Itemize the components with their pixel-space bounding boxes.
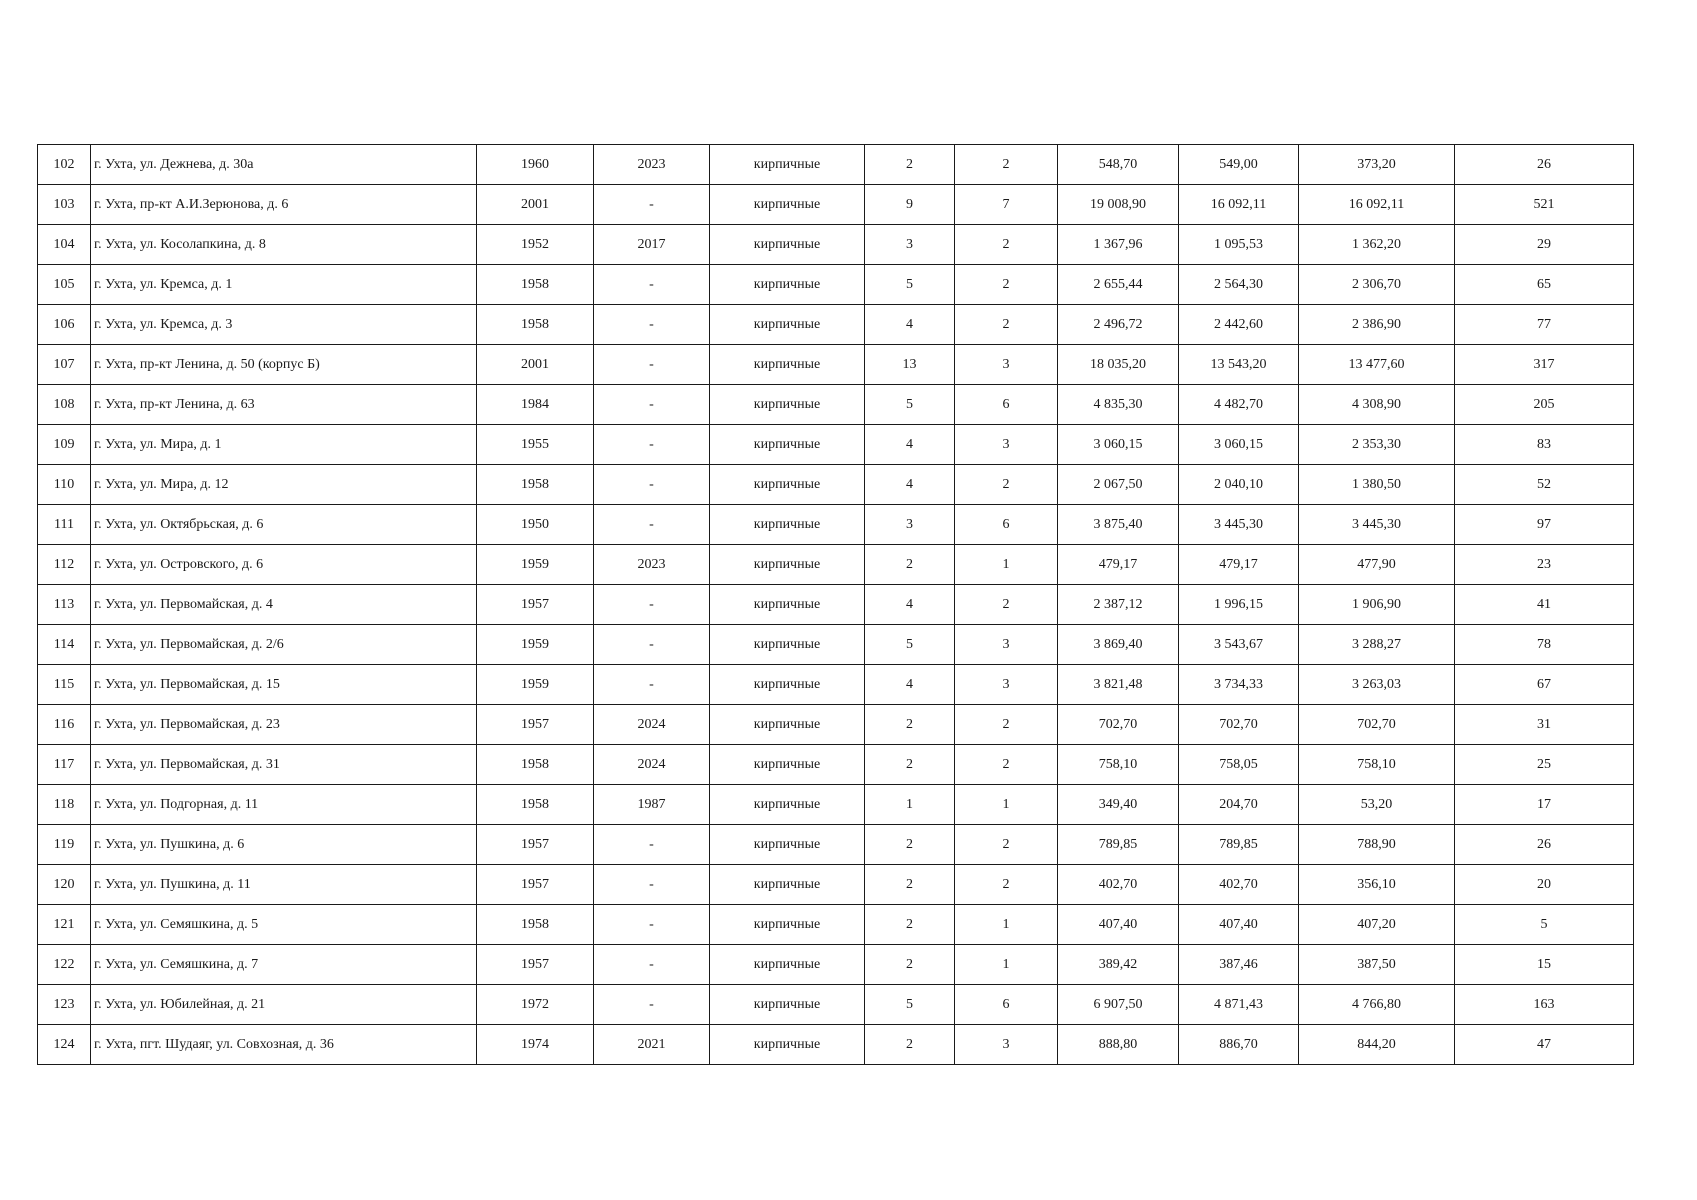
cell-year-renovated: - [594, 625, 710, 665]
cell-residents: 52 [1455, 465, 1634, 505]
cell-living-area: 549,00 [1179, 145, 1299, 185]
cell-living-area: 387,46 [1179, 945, 1299, 985]
table-row [38, 625, 1634, 665]
cell-residential-area: 53,20 [1299, 785, 1455, 825]
cell-residential-area: 3 445,30 [1299, 505, 1455, 545]
cell-wall-material: кирпичные [710, 785, 865, 825]
cell-living-area: 204,70 [1179, 785, 1299, 825]
cell-residential-area: 387,50 [1299, 945, 1455, 985]
table-row [38, 1025, 1634, 1065]
cell-floors: 2 [865, 705, 955, 745]
housing-registry-table [37, 144, 1634, 1065]
cell-year-built: 1958 [477, 785, 594, 825]
cell-year-built: 1957 [477, 825, 594, 865]
cell-floors: 1 [865, 785, 955, 825]
cell-row-number: 116 [38, 705, 91, 745]
cell-year-built: 1955 [477, 425, 594, 465]
table-row [38, 585, 1634, 625]
cell-residential-area: 2 306,70 [1299, 265, 1455, 305]
cell-entrances: 2 [955, 825, 1058, 865]
cell-year-built: 1958 [477, 745, 594, 785]
cell-year-built: 1984 [477, 385, 594, 425]
cell-residential-area: 4 766,80 [1299, 985, 1455, 1025]
cell-residential-area: 702,70 [1299, 705, 1455, 745]
cell-total-area: 479,17 [1058, 545, 1179, 585]
cell-residents: 26 [1455, 145, 1634, 185]
cell-living-area: 886,70 [1179, 1025, 1299, 1065]
table-row [38, 305, 1634, 345]
cell-entrances: 1 [955, 785, 1058, 825]
cell-living-area: 702,70 [1179, 705, 1299, 745]
cell-residential-area: 788,90 [1299, 825, 1455, 865]
cell-floors: 2 [865, 825, 955, 865]
cell-living-area: 3 734,33 [1179, 665, 1299, 705]
table-row [38, 465, 1634, 505]
cell-row-number: 102 [38, 145, 91, 185]
table-row [38, 865, 1634, 905]
cell-year-built: 1959 [477, 545, 594, 585]
cell-living-area: 2 040,10 [1179, 465, 1299, 505]
cell-total-area: 402,70 [1058, 865, 1179, 905]
cell-year-renovated: 2024 [594, 745, 710, 785]
cell-residential-area: 4 308,90 [1299, 385, 1455, 425]
cell-floors: 5 [865, 265, 955, 305]
cell-entrances: 6 [955, 505, 1058, 545]
cell-year-renovated: - [594, 585, 710, 625]
cell-total-area: 548,70 [1058, 145, 1179, 185]
cell-residential-area: 1 362,20 [1299, 225, 1455, 265]
cell-address: г. Ухта, ул. Кремса, д. 3 [91, 305, 477, 345]
cell-residential-area: 16 092,11 [1299, 185, 1455, 225]
cell-wall-material: кирпичные [710, 1025, 865, 1065]
cell-year-renovated: - [594, 185, 710, 225]
table-row [38, 545, 1634, 585]
cell-total-area: 758,10 [1058, 745, 1179, 785]
table-row [38, 745, 1634, 785]
cell-residential-area: 477,90 [1299, 545, 1455, 585]
table-row [38, 385, 1634, 425]
cell-entrances: 2 [955, 145, 1058, 185]
cell-wall-material: кирпичные [710, 945, 865, 985]
cell-residential-area: 2 386,90 [1299, 305, 1455, 345]
cell-year-renovated: - [594, 905, 710, 945]
cell-year-built: 1957 [477, 945, 594, 985]
cell-total-area: 3 060,15 [1058, 425, 1179, 465]
cell-total-area: 1 367,96 [1058, 225, 1179, 265]
cell-entrances: 2 [955, 865, 1058, 905]
cell-residents: 29 [1455, 225, 1634, 265]
cell-living-area: 3 445,30 [1179, 505, 1299, 545]
cell-address: г. Ухта, пгт. Шудаяг, ул. Совхозная, д. 36 [91, 1025, 477, 1065]
cell-living-area: 3 060,15 [1179, 425, 1299, 465]
cell-floors: 2 [865, 145, 955, 185]
cell-residents: 25 [1455, 745, 1634, 785]
cell-total-area: 6 907,50 [1058, 985, 1179, 1025]
cell-year-renovated: 2017 [594, 225, 710, 265]
cell-year-built: 1958 [477, 265, 594, 305]
cell-wall-material: кирпичные [710, 625, 865, 665]
cell-entrances: 2 [955, 265, 1058, 305]
cell-row-number: 120 [38, 865, 91, 905]
cell-entrances: 3 [955, 425, 1058, 465]
cell-total-area: 2 655,44 [1058, 265, 1179, 305]
cell-address: г. Ухта, ул. Первомайская, д. 15 [91, 665, 477, 705]
cell-row-number: 115 [38, 665, 91, 705]
cell-living-area: 479,17 [1179, 545, 1299, 585]
cell-year-renovated: 2024 [594, 705, 710, 745]
cell-living-area: 1 996,15 [1179, 585, 1299, 625]
cell-residential-area: 13 477,60 [1299, 345, 1455, 385]
cell-row-number: 114 [38, 625, 91, 665]
cell-residents: 15 [1455, 945, 1634, 985]
cell-floors: 2 [865, 905, 955, 945]
cell-residents: 20 [1455, 865, 1634, 905]
cell-year-renovated: 1987 [594, 785, 710, 825]
cell-residents: 83 [1455, 425, 1634, 465]
cell-row-number: 111 [38, 505, 91, 545]
cell-address: г. Ухта, ул. Первомайская, д. 2/6 [91, 625, 477, 665]
cell-residents: 97 [1455, 505, 1634, 545]
cell-living-area: 407,40 [1179, 905, 1299, 945]
cell-address: г. Ухта, ул. Кремса, д. 1 [91, 265, 477, 305]
cell-total-area: 789,85 [1058, 825, 1179, 865]
cell-residents: 47 [1455, 1025, 1634, 1065]
table-row [38, 985, 1634, 1025]
table-row [38, 705, 1634, 745]
cell-address: г. Ухта, пр-кт Ленина, д. 50 (корпус Б) [91, 345, 477, 385]
cell-residents: 521 [1455, 185, 1634, 225]
cell-floors: 2 [865, 745, 955, 785]
cell-residential-area: 1 906,90 [1299, 585, 1455, 625]
cell-address: г. Ухта, ул. Пушкина, д. 11 [91, 865, 477, 905]
table-row [38, 425, 1634, 465]
cell-residential-area: 2 353,30 [1299, 425, 1455, 465]
cell-residents: 163 [1455, 985, 1634, 1025]
cell-year-built: 1974 [477, 1025, 594, 1065]
cell-residents: 67 [1455, 665, 1634, 705]
table-row [38, 265, 1634, 305]
cell-row-number: 119 [38, 825, 91, 865]
table-row [38, 825, 1634, 865]
table-row [38, 225, 1634, 265]
cell-year-built: 1950 [477, 505, 594, 545]
cell-total-area: 4 835,30 [1058, 385, 1179, 425]
cell-row-number: 117 [38, 745, 91, 785]
cell-residential-area: 844,20 [1299, 1025, 1455, 1065]
cell-row-number: 108 [38, 385, 91, 425]
cell-wall-material: кирпичные [710, 185, 865, 225]
cell-floors: 4 [865, 425, 955, 465]
cell-year-renovated: - [594, 865, 710, 905]
cell-total-area: 2 067,50 [1058, 465, 1179, 505]
cell-year-built: 1959 [477, 665, 594, 705]
cell-residents: 23 [1455, 545, 1634, 585]
cell-floors: 2 [865, 545, 955, 585]
cell-row-number: 122 [38, 945, 91, 985]
cell-address: г. Ухта, ул. Первомайская, д. 23 [91, 705, 477, 745]
cell-wall-material: кирпичные [710, 345, 865, 385]
cell-floors: 5 [865, 625, 955, 665]
cell-total-area: 349,40 [1058, 785, 1179, 825]
table-row [38, 345, 1634, 385]
cell-total-area: 389,42 [1058, 945, 1179, 985]
cell-wall-material: кирпичные [710, 665, 865, 705]
cell-residential-area: 1 380,50 [1299, 465, 1455, 505]
cell-row-number: 113 [38, 585, 91, 625]
cell-address: г. Ухта, ул. Мира, д. 1 [91, 425, 477, 465]
cell-year-renovated: - [594, 345, 710, 385]
cell-year-renovated: - [594, 825, 710, 865]
cell-wall-material: кирпичные [710, 145, 865, 185]
cell-wall-material: кирпичные [710, 985, 865, 1025]
cell-address: г. Ухта, ул. Островского, д. 6 [91, 545, 477, 585]
cell-wall-material: кирпичные [710, 465, 865, 505]
cell-residential-area: 758,10 [1299, 745, 1455, 785]
cell-row-number: 106 [38, 305, 91, 345]
cell-entrances: 2 [955, 225, 1058, 265]
cell-row-number: 112 [38, 545, 91, 585]
table-body [38, 145, 1634, 1065]
cell-year-renovated: - [594, 305, 710, 345]
cell-floors: 2 [865, 865, 955, 905]
cell-total-area: 888,80 [1058, 1025, 1179, 1065]
cell-entrances: 2 [955, 305, 1058, 345]
cell-total-area: 2 387,12 [1058, 585, 1179, 625]
cell-floors: 4 [865, 665, 955, 705]
cell-address: г. Ухта, ул. Первомайская, д. 4 [91, 585, 477, 625]
cell-total-area: 2 496,72 [1058, 305, 1179, 345]
cell-year-built: 1957 [477, 705, 594, 745]
cell-address: г. Ухта, ул. Дежнева, д. 30а [91, 145, 477, 185]
cell-wall-material: кирпичные [710, 265, 865, 305]
cell-wall-material: кирпичные [710, 865, 865, 905]
cell-row-number: 121 [38, 905, 91, 945]
cell-total-area: 407,40 [1058, 905, 1179, 945]
cell-residential-area: 373,20 [1299, 145, 1455, 185]
cell-entrances: 2 [955, 585, 1058, 625]
cell-floors: 2 [865, 945, 955, 985]
cell-entrances: 2 [955, 465, 1058, 505]
cell-entrances: 6 [955, 985, 1058, 1025]
cell-residents: 317 [1455, 345, 1634, 385]
cell-wall-material: кирпичные [710, 745, 865, 785]
cell-year-built: 1958 [477, 905, 594, 945]
cell-floors: 9 [865, 185, 955, 225]
cell-address: г. Ухта, ул. Пушкина, д. 6 [91, 825, 477, 865]
cell-year-built: 1957 [477, 865, 594, 905]
cell-year-renovated: - [594, 985, 710, 1025]
cell-residents: 41 [1455, 585, 1634, 625]
cell-residential-area: 3 263,03 [1299, 665, 1455, 705]
cell-total-area: 3 875,40 [1058, 505, 1179, 545]
cell-floors: 4 [865, 585, 955, 625]
cell-year-renovated: 2023 [594, 545, 710, 585]
cell-year-renovated: - [594, 945, 710, 985]
cell-wall-material: кирпичные [710, 505, 865, 545]
cell-living-area: 2 564,30 [1179, 265, 1299, 305]
cell-year-built: 2001 [477, 185, 594, 225]
cell-year-built: 1958 [477, 305, 594, 345]
table-row [38, 905, 1634, 945]
cell-living-area: 2 442,60 [1179, 305, 1299, 345]
cell-total-area: 3 821,48 [1058, 665, 1179, 705]
cell-living-area: 1 095,53 [1179, 225, 1299, 265]
cell-floors: 3 [865, 225, 955, 265]
cell-year-built: 1958 [477, 465, 594, 505]
cell-wall-material: кирпичные [710, 385, 865, 425]
cell-year-built: 1952 [477, 225, 594, 265]
table-row [38, 785, 1634, 825]
cell-year-renovated: - [594, 505, 710, 545]
cell-address: г. Ухта, ул. Октябрьская, д. 6 [91, 505, 477, 545]
cell-wall-material: кирпичные [710, 585, 865, 625]
cell-floors: 5 [865, 385, 955, 425]
cell-floors: 3 [865, 505, 955, 545]
cell-wall-material: кирпичные [710, 305, 865, 345]
cell-wall-material: кирпичные [710, 705, 865, 745]
cell-entrances: 6 [955, 385, 1058, 425]
cell-row-number: 103 [38, 185, 91, 225]
cell-year-built: 1959 [477, 625, 594, 665]
cell-residents: 5 [1455, 905, 1634, 945]
cell-floors: 4 [865, 305, 955, 345]
cell-year-renovated: 2023 [594, 145, 710, 185]
cell-residents: 31 [1455, 705, 1634, 745]
cell-row-number: 104 [38, 225, 91, 265]
cell-floors: 13 [865, 345, 955, 385]
cell-living-area: 4 871,43 [1179, 985, 1299, 1025]
cell-total-area: 702,70 [1058, 705, 1179, 745]
cell-year-renovated: - [594, 465, 710, 505]
cell-living-area: 789,85 [1179, 825, 1299, 865]
cell-address: г. Ухта, ул. Подгорная, д. 11 [91, 785, 477, 825]
cell-wall-material: кирпичные [710, 225, 865, 265]
table-row [38, 185, 1634, 225]
cell-year-renovated: - [594, 665, 710, 705]
cell-row-number: 109 [38, 425, 91, 465]
cell-residents: 78 [1455, 625, 1634, 665]
cell-entrances: 1 [955, 905, 1058, 945]
cell-address: г. Ухта, пр-кт А.И.Зерюнова, д. 6 [91, 185, 477, 225]
cell-floors: 5 [865, 985, 955, 1025]
cell-year-built: 1957 [477, 585, 594, 625]
cell-wall-material: кирпичные [710, 825, 865, 865]
cell-floors: 2 [865, 1025, 955, 1065]
cell-entrances: 2 [955, 705, 1058, 745]
cell-row-number: 124 [38, 1025, 91, 1065]
cell-total-area: 19 008,90 [1058, 185, 1179, 225]
cell-entrances: 7 [955, 185, 1058, 225]
cell-living-area: 4 482,70 [1179, 385, 1299, 425]
cell-row-number: 107 [38, 345, 91, 385]
cell-living-area: 3 543,67 [1179, 625, 1299, 665]
cell-address: г. Ухта, ул. Первомайская, д. 31 [91, 745, 477, 785]
cell-living-area: 758,05 [1179, 745, 1299, 785]
cell-address: г. Ухта, ул. Мира, д. 12 [91, 465, 477, 505]
cell-year-renovated: - [594, 425, 710, 465]
cell-entrances: 3 [955, 625, 1058, 665]
cell-residents: 26 [1455, 825, 1634, 865]
cell-wall-material: кирпичные [710, 545, 865, 585]
cell-residential-area: 407,20 [1299, 905, 1455, 945]
cell-row-number: 105 [38, 265, 91, 305]
cell-wall-material: кирпичные [710, 425, 865, 465]
cell-entrances: 3 [955, 665, 1058, 705]
cell-year-built: 1972 [477, 985, 594, 1025]
cell-year-renovated: - [594, 265, 710, 305]
table-row [38, 505, 1634, 545]
cell-entrances: 1 [955, 545, 1058, 585]
cell-row-number: 118 [38, 785, 91, 825]
cell-address: г. Ухта, пр-кт Ленина, д. 63 [91, 385, 477, 425]
cell-year-renovated: 2021 [594, 1025, 710, 1065]
cell-address: г. Ухта, ул. Семяшкина, д. 7 [91, 945, 477, 985]
cell-year-renovated: - [594, 385, 710, 425]
cell-row-number: 123 [38, 985, 91, 1025]
cell-address: г. Ухта, ул. Косолапкина, д. 8 [91, 225, 477, 265]
cell-residents: 205 [1455, 385, 1634, 425]
cell-residents: 17 [1455, 785, 1634, 825]
cell-total-area: 18 035,20 [1058, 345, 1179, 385]
cell-year-built: 1960 [477, 145, 594, 185]
cell-living-area: 402,70 [1179, 865, 1299, 905]
table-row [38, 145, 1634, 185]
cell-residential-area: 3 288,27 [1299, 625, 1455, 665]
cell-wall-material: кирпичные [710, 905, 865, 945]
cell-entrances: 3 [955, 345, 1058, 385]
cell-row-number: 110 [38, 465, 91, 505]
cell-residents: 77 [1455, 305, 1634, 345]
cell-entrances: 1 [955, 945, 1058, 985]
cell-floors: 4 [865, 465, 955, 505]
cell-living-area: 13 543,20 [1179, 345, 1299, 385]
cell-total-area: 3 869,40 [1058, 625, 1179, 665]
cell-residential-area: 356,10 [1299, 865, 1455, 905]
cell-residents: 65 [1455, 265, 1634, 305]
cell-address: г. Ухта, ул. Юбилейная, д. 21 [91, 985, 477, 1025]
cell-entrances: 3 [955, 1025, 1058, 1065]
cell-year-built: 2001 [477, 345, 594, 385]
cell-living-area: 16 092,11 [1179, 185, 1299, 225]
table-row [38, 665, 1634, 705]
table-row [38, 945, 1634, 985]
cell-address: г. Ухта, ул. Семяшкина, д. 5 [91, 905, 477, 945]
cell-entrances: 2 [955, 745, 1058, 785]
